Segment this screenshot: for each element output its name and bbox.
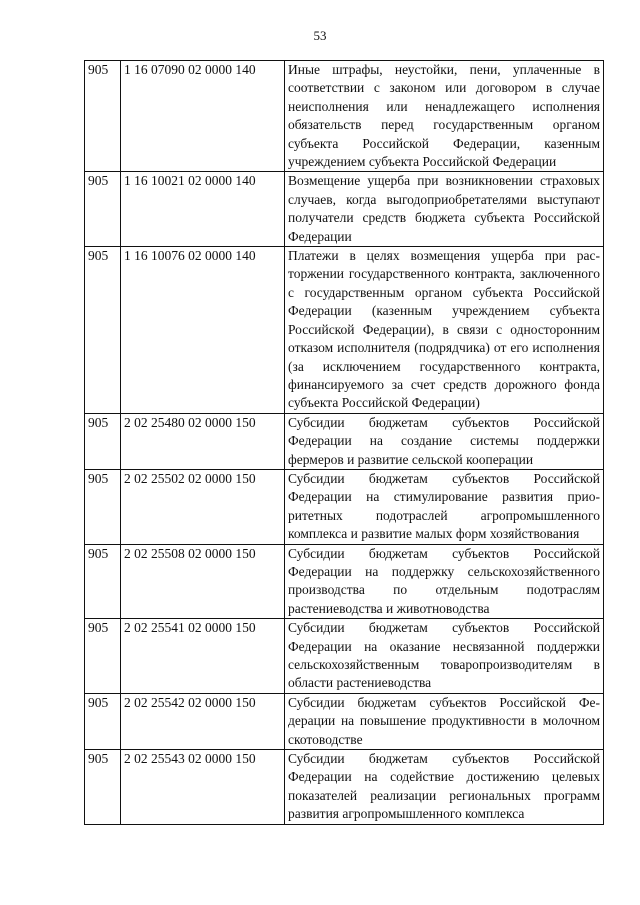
budget-code-cell: 1 16 10021 02 0000 140 xyxy=(121,172,285,247)
budget-code-cell: 1 16 07090 02 0000 140 xyxy=(121,61,285,172)
table-row xyxy=(85,693,604,749)
admin-code-cell: 905 xyxy=(85,413,121,469)
description-cell: Иные штрафы, неустойки, пени, уплаченные в соответствии с законом или договором в случае неисполнения или ненадлежащего исполнения обязательств перед государственным органом субъекта Российской Федерации, казенным учреждением субъекта Российской Федерации xyxy=(285,61,604,172)
budget-code-cell: 2 02 25502 02 0000 150 xyxy=(121,469,285,544)
description-cell: Субсидии бюджетам субъектов Российской Федерации на оказание несвязанной поддержки сельскохозяйственным товаропроизводителям в области растениеводства xyxy=(285,619,604,694)
budget-code-cell: 2 02 25543 02 0000 150 xyxy=(121,750,285,825)
description-cell: Субсидии бюджетам субъектов Российской Федерации на стимулирование развития приоритетных подотраслей агропромышленного комплекса и развитие малых форм хозяйствования xyxy=(285,469,604,544)
table-row xyxy=(85,247,604,414)
admin-code-cell: 905 xyxy=(85,172,121,247)
description-cell: Возмещение ущерба при возникновении страховых случаев, когда выгодоприобретателями выступают получатели средств бюджета субъекта Российской Федерации xyxy=(285,172,604,247)
table-row xyxy=(85,61,604,172)
table-row xyxy=(85,750,604,825)
description-cell: Субсидии бюджетам субъектов Российской Федерации на поддержку сельскохозяйственного производства по отдельным подотраслям растениеводства и животноводства xyxy=(285,544,604,619)
table-row xyxy=(85,619,604,694)
budget-code-cell: 2 02 25542 02 0000 150 xyxy=(121,693,285,749)
description-cell: Платежи в целях возмещения ущерба при расторжении государственного контракта, заключенного с государственным органом субъекта Российской Федерации (казенным учреждением субъекта Российской Федерации), в связи с односторонним отказом исполнителя (подрядчика) от его исполнения (за исключением государственного контракта, финансируемого за счет средств дорожного фонда субъекта Российской Федерации) xyxy=(285,247,604,414)
admin-code-cell: 905 xyxy=(85,469,121,544)
budget-code-cell: 2 02 25541 02 0000 150 xyxy=(121,619,285,694)
admin-code-cell: 905 xyxy=(85,750,121,825)
admin-code-cell: 905 xyxy=(85,693,121,749)
budget-code-cell: 2 02 25480 02 0000 150 xyxy=(121,413,285,469)
table-row xyxy=(85,544,604,619)
budget-codes-table xyxy=(84,60,604,825)
admin-code-cell: 905 xyxy=(85,619,121,694)
description-cell: Субсидии бюджетам субъектов Российской Федерации на содействие достижению целевых показателей реализации региональных программ развития агропромышленного комплекса xyxy=(285,750,604,825)
table-row xyxy=(85,172,604,247)
description-cell: Субсидии бюджетам субъектов Российской Федерации на создание системы поддержки фермеров и развитие сельской кооперации xyxy=(285,413,604,469)
admin-code-cell: 905 xyxy=(85,61,121,172)
admin-code-cell: 905 xyxy=(85,247,121,414)
budget-code-cell: 1 16 10076 02 0000 140 xyxy=(121,247,285,414)
page-number: 53 xyxy=(313,28,327,43)
description-cell: Субсидии бюджетам субъектов Российской Федерации на повышение продуктивности в молочном скотоводстве xyxy=(285,693,604,749)
admin-code-cell: 905 xyxy=(85,544,121,619)
budget-code-cell: 2 02 25508 02 0000 150 xyxy=(121,544,285,619)
table-row xyxy=(85,469,604,544)
table-row xyxy=(85,413,604,469)
